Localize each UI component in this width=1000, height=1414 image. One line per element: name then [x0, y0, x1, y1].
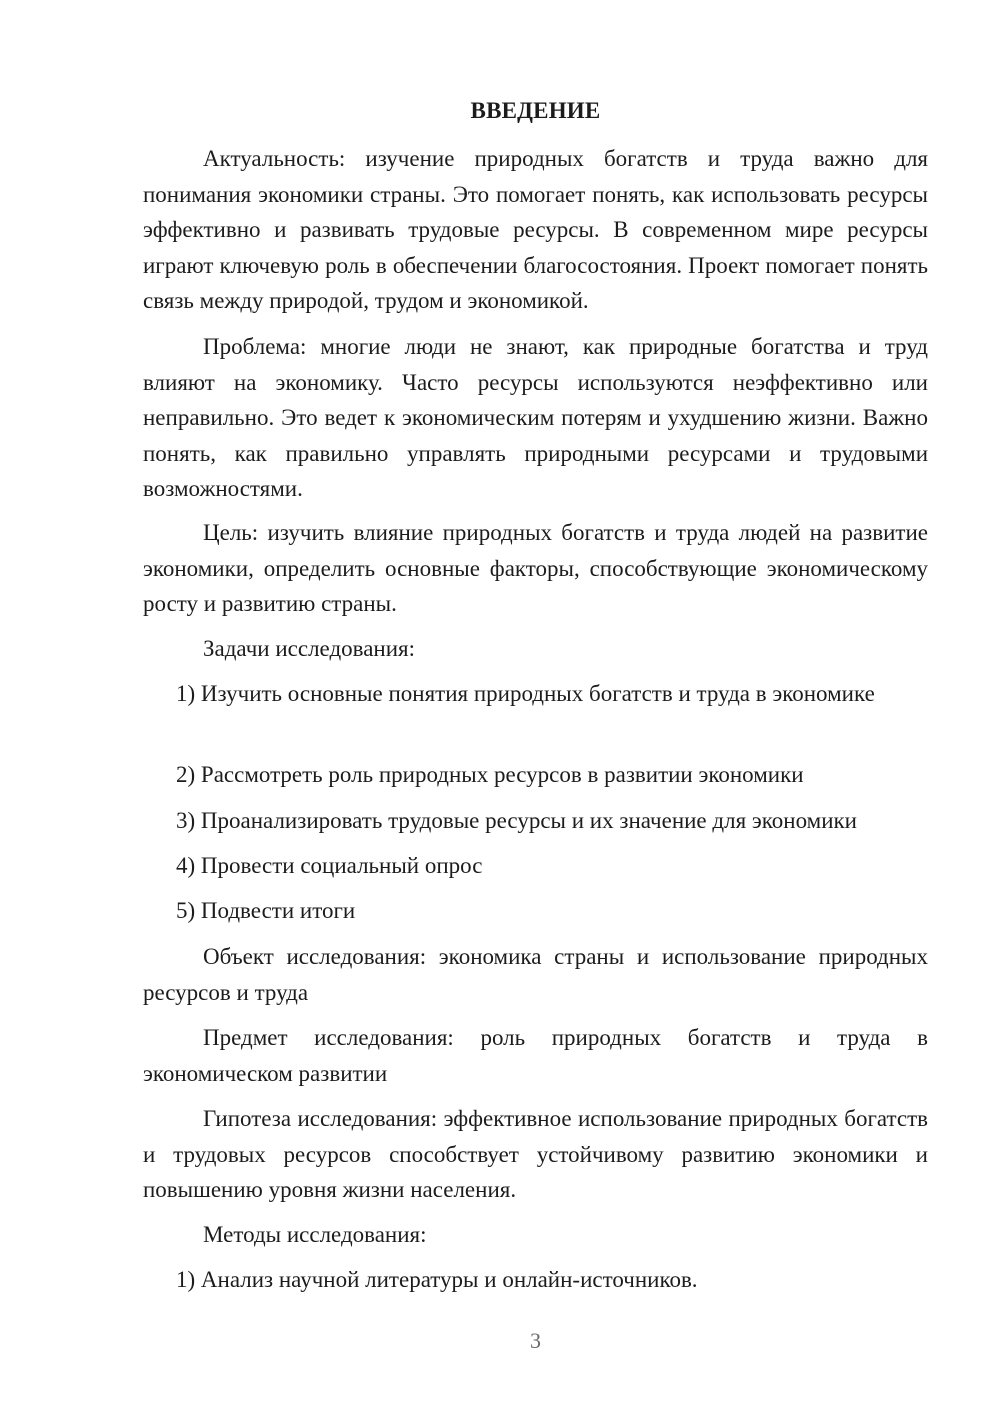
goal-paragraph: Цель: изучить влияние природных богатств и труда людей на развитие экономики, определить основные факторы, способствующие экономическому росту и развитию страны.: [143, 520, 928, 616]
methods-heading: Методы исследования:: [203, 1222, 427, 1247]
task-item-4: 4) Провести социальный опрос: [176, 853, 483, 878]
relevance-paragraph: Актуальность: изучение природных богатств и труда важно для понимания экономики страны. Это помогает понять, как использовать ресурсы эффективно и развивать трудовые ресурсы. В современном мире ресурсы играют ключевую роль в обеспечении благосостояния. Проект помогает понять связь между природой, трудом и экономикой.: [143, 146, 928, 313]
task-item-3: 3) Проанализировать трудовые ресурсы и их значение для экономики: [176, 808, 857, 833]
subject-paragraph: Предмет исследования: роль природных богатств и труда в экономическом развитии: [143, 1025, 928, 1086]
problem-paragraph: Проблема: многие люди не знают, как природные богатства и труд влияют на экономику. Часто ресурсы используются неэффективно или неправильно. Это ведет к экономическим потерям и ухудшению жизни. Важно понять, как правильно управлять природными ресурсами и трудовыми возможностями.: [143, 334, 928, 501]
object-paragraph: Объект исследования: экономика страны и использование природных ресурсов и труда: [143, 944, 928, 1005]
hypothesis-paragraph: Гипотеза исследования: эффективное использование природных богатств и трудовых ресурсов способствует устойчивому развитию экономики и повышению уровня жизни населения.: [143, 1106, 928, 1202]
task-item-2: 2) Рассмотреть роль природных ресурсов в развитии экономики: [176, 762, 804, 787]
section-title: ВВЕДЕНИЕ: [470, 98, 601, 123]
task-item-5: 5) Подвести итоги: [176, 898, 356, 923]
document-page: [143, 0, 928, 1414]
method-item-1: 1) Анализ научной литературы и онлайн-источников.: [176, 1267, 698, 1292]
tasks-heading: Задачи исследования:: [203, 636, 416, 661]
task-item-1: 1) Изучить основные понятия природных богатств и труда в экономике: [176, 681, 875, 706]
page-number: 3: [530, 1328, 541, 1353]
